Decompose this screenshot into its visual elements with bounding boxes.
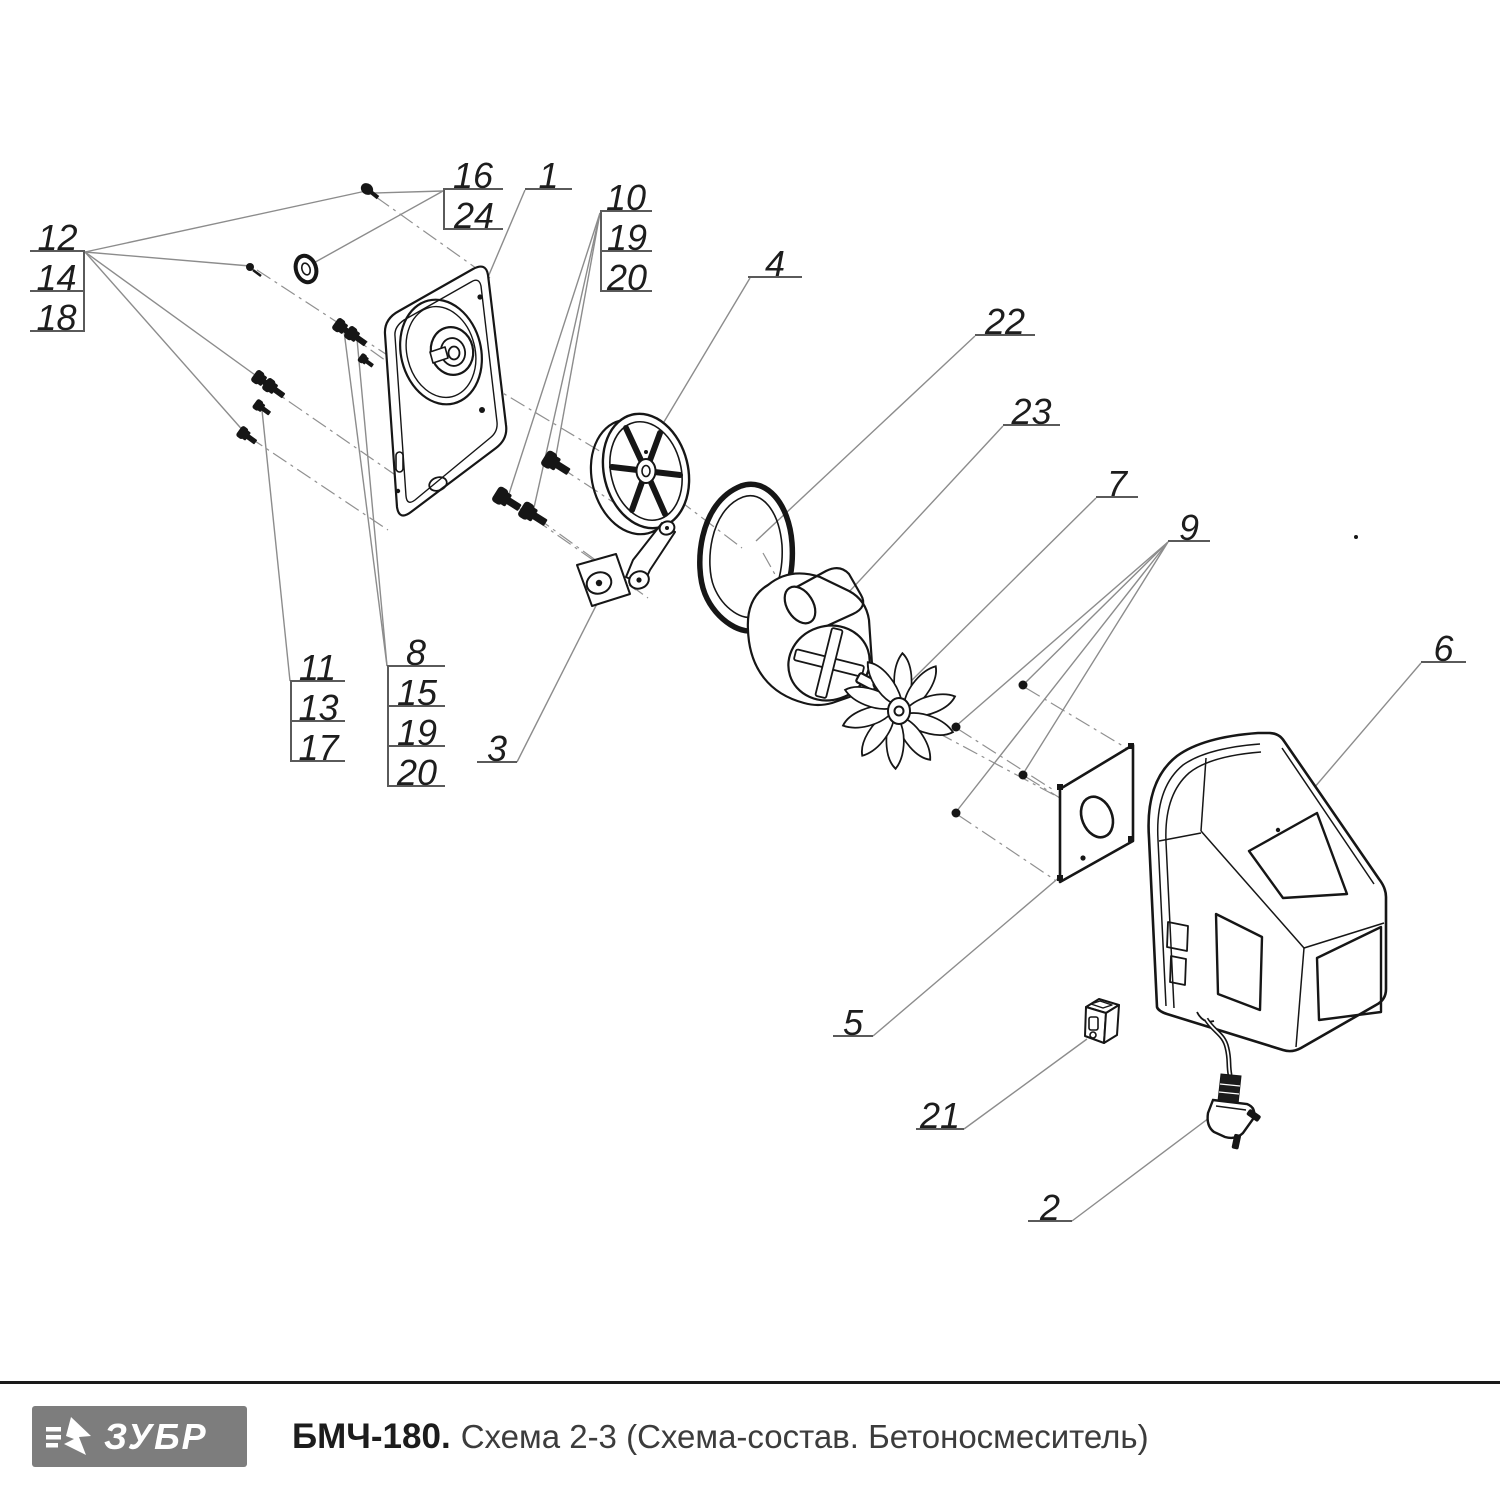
- schema-title: [292, 1406, 1149, 1467]
- callout-number: 20: [387, 747, 445, 787]
- callout-number: 8: [387, 627, 445, 667]
- callout-10-19-20: [600, 172, 652, 298]
- callout-number: 13: [290, 682, 345, 722]
- zubr-logo: [32, 1406, 247, 1467]
- part-motor-plate: [1057, 743, 1134, 882]
- screw-dot: [246, 263, 254, 271]
- callout-number: 24: [443, 190, 503, 230]
- part-bearing-cover: [385, 267, 506, 516]
- callout-number: 18: [30, 292, 85, 332]
- zubr-logo-text: ЗУБР: [104, 1415, 208, 1457]
- callout-number: 12: [30, 212, 85, 252]
- callout-7: 7: [1096, 458, 1138, 498]
- callout-number: 20: [600, 252, 652, 292]
- callout-23: 23: [1003, 386, 1060, 426]
- part-pulley: [579, 405, 701, 544]
- callout-number: 10: [600, 172, 652, 212]
- callout-number: 15: [387, 667, 445, 707]
- callout-6: 6: [1421, 623, 1466, 663]
- callout-22: 22: [975, 296, 1035, 336]
- callout-3: 3: [477, 723, 517, 763]
- callout-number: 11: [290, 642, 345, 682]
- footer-divider: [0, 1381, 1500, 1384]
- schema-model: БМЧ-180.: [292, 1416, 451, 1456]
- part-motor-housing: [1149, 733, 1386, 1051]
- callout-2: 2: [1028, 1182, 1072, 1222]
- callout-21: 21: [916, 1090, 964, 1130]
- callout-number: 14: [30, 252, 85, 292]
- callout-12-14-18: [30, 212, 85, 338]
- callout-1: 1: [525, 150, 572, 190]
- callout-8-15-19-20: [387, 627, 445, 793]
- callout-9: 9: [1168, 502, 1210, 542]
- leader-lines: [85, 190, 1421, 1221]
- callout-number: 17: [290, 722, 345, 762]
- part-switch: [1085, 999, 1119, 1043]
- schema-subtitle: Схема 2-3 (Схема-состав. Бетоносмеситель): [460, 1417, 1149, 1455]
- part-washer: [292, 253, 319, 285]
- callout-4: 4: [748, 238, 802, 278]
- callout-number: 16: [443, 150, 503, 190]
- zubr-arrow-icon: [44, 1413, 96, 1461]
- callout-number: 19: [600, 212, 652, 252]
- callout-number: 19: [387, 707, 445, 747]
- callout-16-24: [443, 150, 503, 236]
- callout-5: 5: [833, 997, 873, 1037]
- callout-11-13-17: [290, 642, 345, 768]
